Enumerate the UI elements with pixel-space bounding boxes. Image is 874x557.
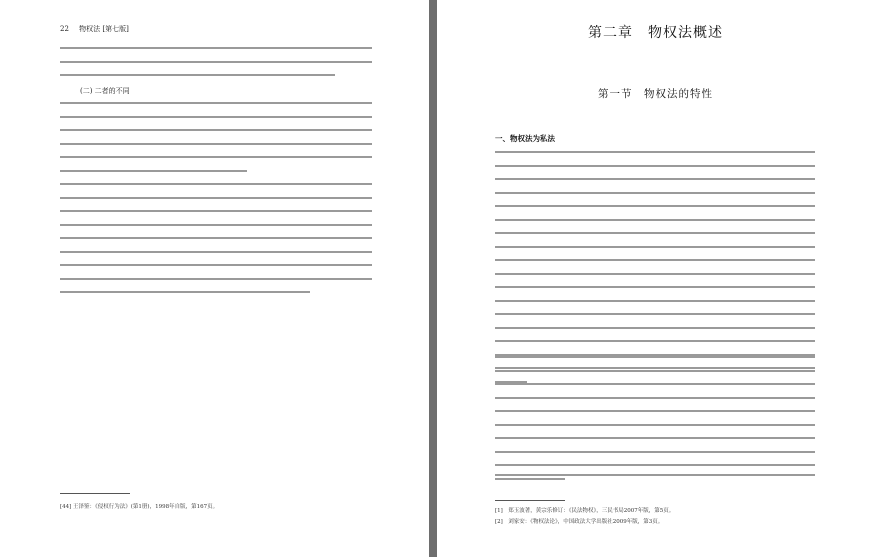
- section-title: 第一节 物权法的特性: [598, 88, 713, 100]
- section-subheading: (二) 二者的不同: [80, 87, 130, 95]
- footnote: [44] 王泽鉴：《侵权行为法》(第1册)，1998年自版，第167页。: [60, 504, 219, 510]
- body-paragraph-block-2: [495, 356, 815, 491]
- footnote-rule: [60, 493, 130, 494]
- body-paragraph-block-1: [60, 47, 372, 88]
- book-gutter: [429, 0, 437, 557]
- body-paragraph-block-2: [60, 102, 372, 305]
- footnote-2: [2] 刘家安：《物权法论》，中国政法大学出版社2009年版，第3页。: [495, 519, 664, 525]
- body-paragraph-block-3: [495, 474, 815, 488]
- page-number: 22: [60, 25, 69, 33]
- running-title: 物权法 [第七版]: [79, 25, 129, 33]
- chapter-title: 第二章 物权法概述: [588, 25, 723, 41]
- right-page: [437, 0, 874, 557]
- subsection-heading: 一、物权法为私法: [495, 134, 555, 143]
- footnote-1: [1] 郑玉波著，黄宗乐修订：《民法物权》，三民书局2007年版，第5页。: [495, 508, 675, 514]
- left-page: [0, 0, 429, 557]
- running-header: [60, 24, 129, 34]
- footnote-rule: [495, 500, 565, 501]
